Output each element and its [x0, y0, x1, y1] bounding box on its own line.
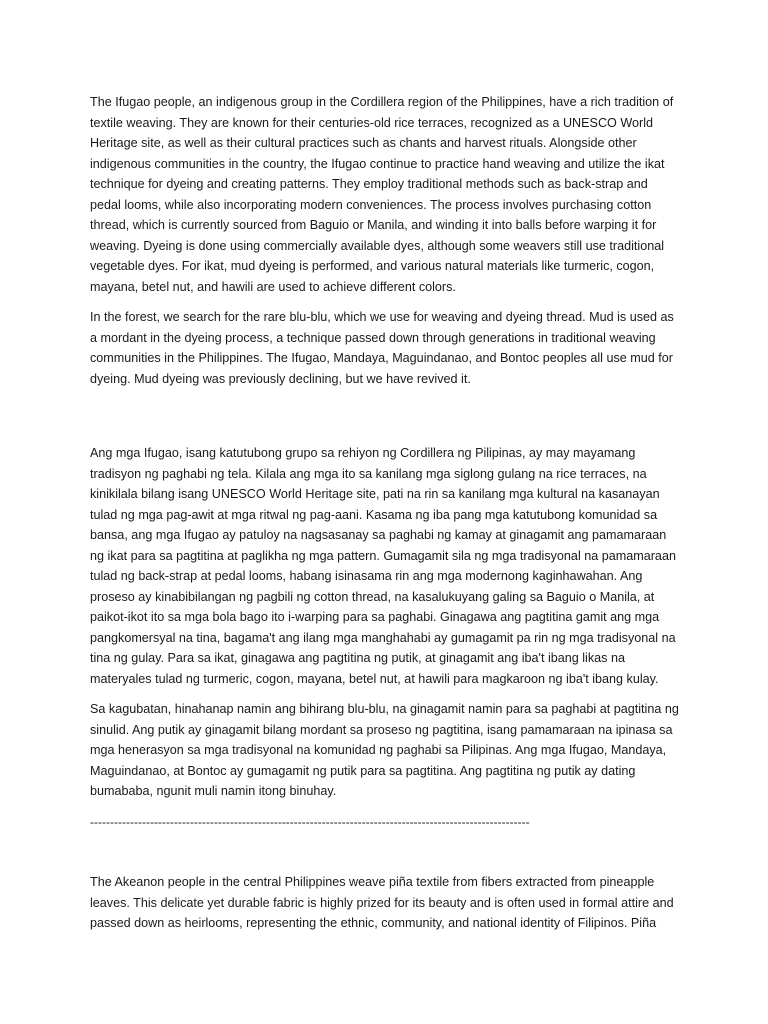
- section-gap: [90, 399, 682, 443]
- akeanon-paragraph-1: The Akeanon people in the central Philippines weave piña textile from fibers extracted from pineapple leaves. This delicate yet durable fabric is highly prized for its beauty and is often used in formal attire and passed down as heirlooms, representing the ethnic, community, and national identity of Filipinos. Piña: [90, 875, 674, 930]
- dashed-separator: --------------------------------------------------------------------------------------------------------------: [90, 814, 530, 829]
- document-body: [90, 92, 682, 944]
- filipino-paragraph-1: Ang mga Ifugao, isang katutubong grupo sa rehiyon ng Cordillera ng Pilipinas, ay may mayamang tradisyon ng paghabi ng tela. Kilala ang mga ito sa kanilang mga siglong gulang na rice terraces, na kinikilala bilang isang UNESCO World Heritage site, pati na rin sa kanilang mga kultural na kasanayan tulad ng mga pag-awit at mga ritwal ng pag-aani. Kasama ng iba pang mga katutubong komunidad sa bansa, ang mga Ifugao ay patuloy na nagsasanay sa paghabi ng kamay at ginagamit ang pamamaraan ng ikat para sa pagtitina at paglikha ng mga pattern. Gumagamit sila ng mga tradisyonal na pamamaraan tulad ng back-strap at pedal looms, habang isinasama rin ang mga modernong kaginhawahan. Ang proseso ay kinabibilangan ng pagbili ng cotton thread, na kasalukuyang galing sa Baguio o Manila, at paikot-ikot ito sa mga bola bago ito i-warping para sa paghabi. Ginagawa ang pagtitina gamit ang mga pangkomersyal na tina, bagama't ang ilang mga manghahabi ay gumagamit pa rin ng mga tradisyonal na tina ng gulay. Para sa ikat, ginagawa ang pagtitina ng putik, at ginagamit ang iba't ibang likas na materyales tulad ng turmeric, cogon, mayana, betel nut, at hawili para magkaroon ng iba't ibang kulay.: [90, 446, 676, 686]
- english-paragraph-1: The Ifugao people, an indigenous group in the Cordillera region of the Philippines, have a rich tradition of textile weaving. They are known for their centuries-old rice terraces, recognized as a UNESCO World Heritage site, as well as their cultural practices such as chants and harvest rituals. Alongside other indigenous communities in the country, the Ifugao continue to practice hand weaving and utilize the ikat technique for dyeing and creating patterns. They employ traditional methods such as back-strap and pedal looms, while also incorporating modern conveniences. The process involves purchasing cotton thread, which is currently sourced from Baguio or Manila, and winding it into balls before warping it for weaving. Dyeing is done using commercially available dyes, although some weavers still use traditional vegetable dyes. For ikat, mud dyeing is performed, and various natural materials like turmeric, cogon, mayana, betel nut, and hawili are used to achieve different colors.: [90, 95, 674, 294]
- filipino-paragraph-2: Sa kagubatan, hinahanap namin ang bihirang blu-blu, na ginagamit namin para sa paghabi at pagtitina ng sinulid. Ang putik ay ginagamit bilang mordant sa proseso ng pagtitina, isang pamamaraan na ipinasa sa mga henerasyon sa mga tradisyonal na komunidad ng paghabi sa Pilipinas. Ang mga Ifugao, Mandaya, Maguindanao, at Bontoc ay gumagamit ng putik para sa pagtitina. Ang pagtitina ng putik ay dating bumababa, ngunit muli namin itong binuhay.: [90, 702, 679, 798]
- section-gap: [90, 832, 682, 872]
- english-paragraph-2: In the forest, we search for the rare blu-blu, which we use for weaving and dyeing thread. Mud is used as a mordant in the dyeing process, a technique passed down through generations in traditional weaving communities in the Philippines. The Ifugao, Mandaya, Maguindanao, and Bontoc peoples all use mud for dyeing. Mud dyeing was previously declining, but we have revived it.: [90, 310, 674, 386]
